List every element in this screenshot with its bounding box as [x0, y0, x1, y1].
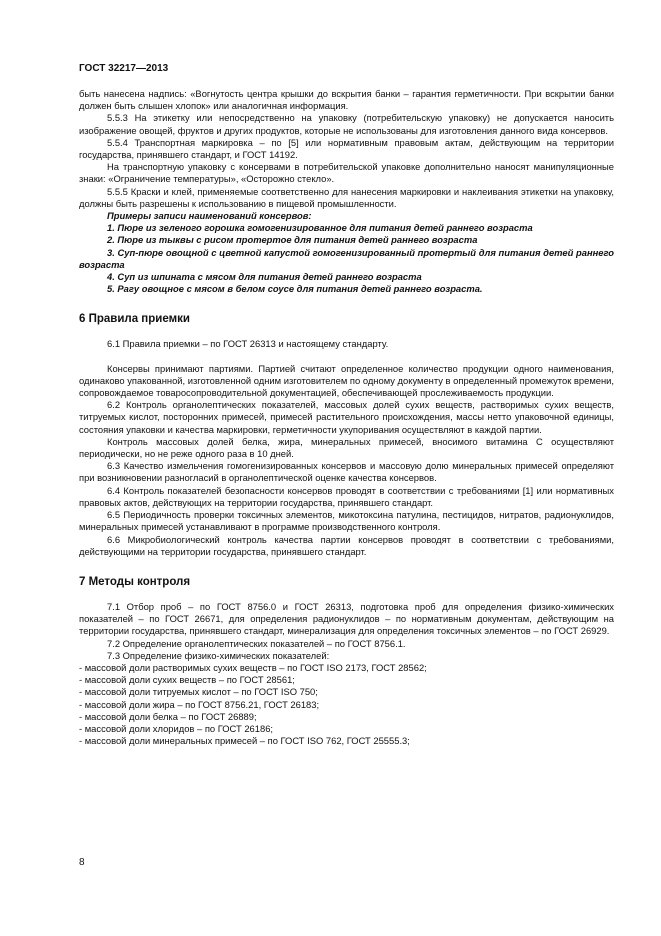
- list-item: - массовой доли жира – по ГОСТ 8756.21, ГОСТ 26183;: [79, 698, 320, 710]
- paragraph: быть нанесена надпись: «Вогнутость центра крышки до вскрытия банки – гарантия герметичности. При вскрытии банки должен быть слышен хлопок» или аналогичная информация.: [79, 88, 614, 112]
- paragraph: На транспортную упаковку с консервами в потребительской упаковке дополнительно наносят манипуляционные знаки: «Ограничение температуры», «Осторожно стекло».: [79, 161, 614, 185]
- paragraph-5-5-5: 5.5.5 Краски и клей, применяемые соответственно для нанесения маркировки и наклеивания этикетки на упаковку, должны быть разрешены к использованию в пищевой промышленности.: [79, 185, 614, 209]
- paragraph: Консервы принимают партиями. Партией считают определенное количество продукции одного наименования, одинаково упакованной, изготовленной одним изготовителем по одному документу в определенный промежуток времени, сопровождаемое товаросопроводительной документацией, обеспечивающей прослеживаемость продукции.: [79, 362, 614, 399]
- paragraph-6-4: 6.4 Контроль показателей безопасности консервов проводят в соответствии с требованиями [1] или нормативных правовых актов, действующих на территории государства, принявшего стандарт.: [79, 484, 614, 508]
- paragraph-7-1: 7.1 Отбор проб – по ГОСТ 8756.0 и ГОСТ 26313, подготовка проб для определения физико-химических показателей – по ГОСТ 26671, для определения радионуклидов – по нормативным документам, действующим на территории государства, принявшего стандарт, минерализация для определения токсичных элементов – по ГОСТ 26929.: [79, 600, 614, 637]
- examples-title: Примеры записи наименований консервов:: [107, 210, 312, 222]
- paragraph: Контроль массовых долей белка, жира, минеральных примесей, вносимого витамина С осуществляют периодически, но не реже одного раза в 10 дней.: [79, 435, 614, 460]
- paragraph-6-5: 6.5 Периодичность проверки токсичных элементов, микотоксина патулина, пестицидов, нитратов, радионуклидов, минеральных примесей устанавливают в программе производственного контроля.: [79, 509, 614, 533]
- paragraph-5-5-4: 5.5.4 Транспортная маркировка – по [5] или нормативным правовым актам, действующим на территории государства, принявшего стандарт, и ГОСТ 14192.: [79, 136, 614, 161]
- list-item: - массовой доли хлоридов – по ГОСТ 26186;: [79, 722, 274, 734]
- document-header: ГОСТ 32217—2013: [79, 63, 169, 74]
- paragraph-5-5-3: 5.5.3 На этикетку или непосредственно на упаковку (потребительскую упаковку) не допускается наносить изображение овощей, фруктов и других продуктов, которые не использованы для изготовления данного вида консервов.: [79, 112, 614, 136]
- page-body: [79, 88, 614, 747]
- list-item: - массовой доли титруемых кислот – по ГОСТ ISO 750;: [79, 686, 318, 698]
- list-item: - массовой доли растворимых сухих веществ – по ГОСТ ISO 2173, ГОСТ 28562;: [79, 661, 427, 673]
- example-item: 3. Суп-пюре овощной с цветной капустой гомогенизированный протертый для питания детей раннего возраста: [79, 246, 614, 270]
- page-number: 8: [79, 857, 85, 868]
- list-item: - массовой доли сухих веществ – по ГОСТ 28561;: [79, 674, 295, 686]
- example-item: 5. Рагу овощное с мясом в белом соусе для питания детей раннего возраста.: [107, 283, 483, 295]
- paragraph-6-1: 6.1 Правила приемки – по ГОСТ 26313 и настоящему стандарту.: [107, 338, 389, 350]
- paragraph-6-2: 6.2 Контроль органолептических показателей, массовых долей сухих веществ, растворимых сухих веществ, титруемых кислот, посторонних примесей, примесей растительного происхождения, массы нетто упаковочной единицы, состояния упаковки и качества маркировки, герметичности укупоривания осуществляют в каждой партии.: [79, 399, 614, 435]
- list-item: - массовой доли минеральных примесей – по ГОСТ ISO 762, ГОСТ 25555.3;: [79, 735, 410, 747]
- example-item: 1. Пюре из зеленого горошка гомогенизированное для питания детей раннего возраста: [107, 222, 533, 234]
- paragraph-7-2: 7.2 Определение органолептических показателей – по ГОСТ 8756.1.: [107, 637, 406, 649]
- example-item: 4. Суп из шпината с мясом для питания детей раннего возраста: [107, 271, 422, 283]
- section-7-heading: 7 Методы контроля: [79, 575, 191, 588]
- section-6-heading: 6 Правила приемки: [79, 313, 190, 326]
- paragraph-6-6: 6.6 Микробиологический контроль качества партии консервов проводят в соответствии с требованиями, действующими на территории государства, принявшего стандарт.: [79, 533, 614, 557]
- example-item: 2. Пюре из тыквы с рисом протертое для питания детей раннего возраста: [107, 234, 478, 246]
- paragraph-7-3: 7.3 Определение физико-химических показателей:: [107, 649, 330, 661]
- paragraph-6-3: 6.3 Качество измельчения гомогенизированных консервов и массовую долю минеральных примесей определяют при возникновении разногласий в органолептической оценке качества консервов.: [79, 460, 614, 484]
- list-item: - массовой доли белка – по ГОСТ 26889;: [79, 710, 257, 722]
